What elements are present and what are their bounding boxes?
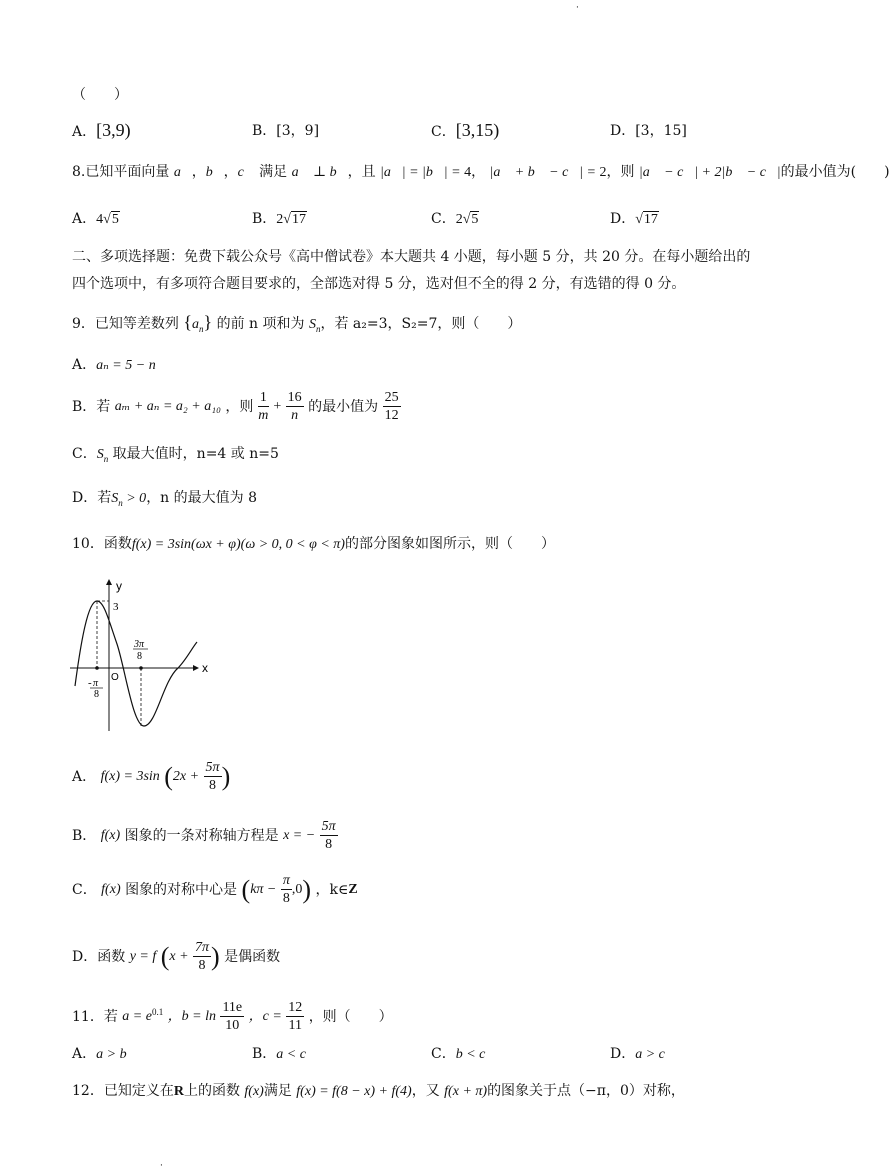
q8-option-d: D．√17 [610, 211, 658, 227]
q10-option-c: C． f(x) 图象的对称中心是 (kπ − $\frac{\pi}{8}$ ,0) ，k∈Z [72, 873, 358, 907]
q8-option-b: B．2√17 [252, 211, 306, 227]
q9-option-a: A．aₙ = 5 − n [72, 357, 156, 373]
graph-y-label: y [116, 579, 122, 593]
q9-option-c: C．$S_n$ 取最大值时，n=4 或 n=5 [72, 446, 279, 464]
q8-stem: 8.已知平面向量 a⃗，b⃗，c⃗ 满足 a⃗ ⊥ b⃗，且 |a⃗| = |b⃗| = 4， |a⃗ + b⃗ − c⃗| = 2，则 |a⃗ − c⃗| + 2|b⃗ − c⃗|的最小值为( ) [72, 164, 890, 180]
q11-stem: 11．若 $a = e^{0.1}$ ，b = ln $\frac{11e}{10}$ ，c = $\frac{12}{11}$ ，则（ ） [72, 1000, 393, 1034]
graph-origin-label: O [111, 672, 119, 683]
q7-option-a: A．[3,9) [72, 120, 131, 140]
q10-stem: 10．函数f(x) = 3sin(ωx + φ)(ω > 0, 0 < φ < π)的部分图象如图所示，则（ ） [72, 536, 555, 552]
graph-right-tick-den: 8 [137, 651, 142, 662]
q9-option-d: D．若$S_n > 0$，n 的最大值为 8 [72, 490, 258, 508]
graph-right-tick-num: 3π [134, 639, 145, 650]
q11-option-c: C．b < c [431, 1046, 486, 1062]
q7-paren: （ ） [72, 87, 128, 103]
q11-option-a: A．a > b [72, 1046, 127, 1062]
q9-stem: 9．已知等差数列 $\{a_n\}$ 的前 n 项和为 $S_n$，若 a₂=3，S₂=7，则（ ） [72, 312, 522, 334]
q8-option-a: A．4√5 [72, 211, 119, 227]
bottom-dot: · [160, 1161, 163, 1171]
top-dot: · [576, 3, 579, 13]
q11-option-b: B．a < c [252, 1046, 306, 1062]
section2-line2: 四个选项中，有多项符合题目要求的，全部选对得 5 分，选对但不全的得 2 分，有选错的得 0 分。 [72, 276, 686, 292]
q9-option-b: B．若 aₘ + aₙ = a₂ + a₁₀ ，则 $\frac{1}{m}$ + $\frac{16}{n}$ 的最小值为 $\frac{25}{12}$ [72, 390, 399, 424]
q7-option-b: B．[3，9] [252, 123, 320, 139]
q12-stem: 12．已知定义在R上的函数 f(x)满足 f(x) = f(8 − x) + f(4)，又 f(x + π)的图象关于点（−π，0）对称， [72, 1083, 685, 1099]
q10-sine-graph [68, 576, 218, 736]
graph-left-tick-den: 8 [94, 689, 99, 700]
q8-option-c: C．2√5 [431, 211, 479, 227]
q11-option-d: D．a > c [610, 1046, 665, 1062]
q10-option-b: B． f(x) 图象的一条对称轴方程是 x = − $\frac{5\pi}{8}$ [72, 819, 336, 853]
q7-option-c: C．[3,15) [431, 120, 500, 140]
q10-option-d: D．函数 y = f (x + $\frac{7\pi}{8}$ ) 是偶函数 [72, 940, 281, 974]
graph-x-label: x [202, 661, 208, 675]
section2-line1: 二、多项选择题：免费下载公众号《高中僧试卷》本大题共 4 小题，每小题 5 分，共 20 分。在每小题给出的 [72, 249, 751, 265]
graph-left-tick-num: π [93, 678, 99, 689]
graph-left-tick-sign: - [88, 677, 92, 689]
graph-max-label: 3 [113, 601, 119, 613]
q7-option-d: D．[3，15] [610, 123, 687, 139]
q10-option-a: A． f(x) = 3sin (2x + $\frac{5\pi}{8}$ ) [72, 760, 231, 794]
